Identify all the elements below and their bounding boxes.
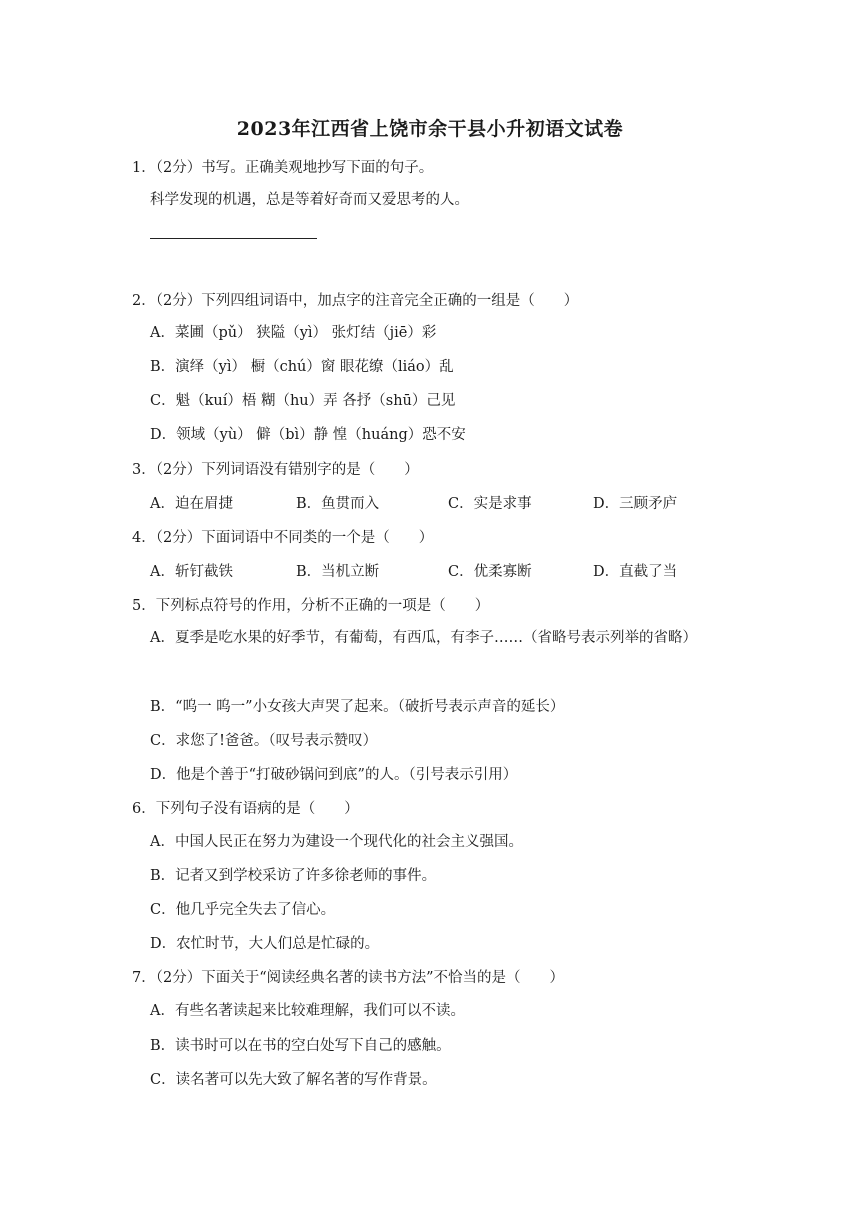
- question-1-stem: 1．（2分）书写。正确美观地抄写下面的句子。: [132, 160, 434, 176]
- question-2-option-b: B．演绎（yì） 橱（chú）窗 眼花缭（liáo）乱: [150, 359, 454, 375]
- question-3-option-a: A．迫在眉捷: [150, 496, 233, 512]
- answer-line[interactable]: [150, 238, 317, 239]
- question-1-sentence: 科学发现的机遇，总是等着好奇而又爱思考的人。: [150, 192, 469, 208]
- question-3-option-b: B．鱼贯而入: [296, 496, 380, 512]
- question-2-option-c: C．魁（kuí）梧 糊（hu）弄 各抒（shū）己见: [150, 393, 456, 409]
- question-7-option-c: C．读名著可以先大致了解名著的写作背景。: [150, 1072, 437, 1088]
- question-3-option-d: D．三顾矛庐: [593, 496, 678, 512]
- question-5-option-b: B．“呜一 呜一”小女孩大声哭了起来。（破折号表示声音的延长）: [150, 699, 565, 715]
- question-4-option-b: B．当机立断: [296, 564, 380, 580]
- question-6-option-a: A．中国人民正在努力为建设一个现代化的社会主义强国。: [150, 834, 523, 850]
- question-6-option-c: C．他几乎完全失去了信心。: [150, 902, 336, 918]
- question-6-stem: 6．下列句子没有语病的是（ ）: [132, 801, 359, 817]
- question-2-option-a: A．菜圃（pǔ） 狭隘（yì） 张灯结（jiē）彩: [150, 325, 437, 341]
- question-4-option-c: C．优柔寡断: [448, 564, 532, 580]
- page-title: 2023年江西省上饶市余干县小升初语文试卷: [236, 118, 624, 140]
- question-4-option-a: A．斩钉截铁: [150, 564, 233, 580]
- question-6-option-d: D．农忙时节，大人们总是忙碌的。: [150, 936, 380, 952]
- question-7-option-a: A．有些名著读起来比较难理解，我们可以不读。: [150, 1003, 465, 1019]
- question-6-option-b: B．记者又到学校采访了许多徐老师的事件。: [150, 868, 437, 884]
- question-3-stem: 3．（2分）下列词语没有错别字的是（ ）: [132, 462, 419, 478]
- question-2-option-d: D．领域（yù） 僻（bì）静 惶（huáng）恐不安: [150, 427, 466, 443]
- question-5-option-d: D．他是个善于“打破砂锅问到底”的人。（引号表示引用）: [150, 767, 518, 783]
- question-7-stem: 7．（2分）下面关于“阅读经典名著的读书方法”不恰当的是（ ）: [132, 970, 565, 986]
- question-5-option-a: A．夏季是吃水果的好季节，有葡萄，有西瓜，有李子……（省略号表示列举的省略）: [150, 630, 697, 646]
- question-5-stem: 5．下列标点符号的作用，分析不正确的一项是（ ）: [132, 598, 490, 614]
- question-3-option-c: C．实是求事: [448, 496, 532, 512]
- question-5-option-c: C．求您了!爸爸。（叹号表示赞叹）: [150, 733, 378, 749]
- question-2-stem: 2．（2分）下列四组词语中，加点字的注音完全正确的一组是（ ）: [132, 293, 579, 309]
- question-4-stem: 4．（2分）下面词语中不同类的一个是（ ）: [132, 530, 434, 546]
- question-7-option-b: B．读书时可以在书的空白处写下自己的感触。: [150, 1038, 451, 1054]
- question-4-option-d: D．直截了当: [593, 564, 678, 580]
